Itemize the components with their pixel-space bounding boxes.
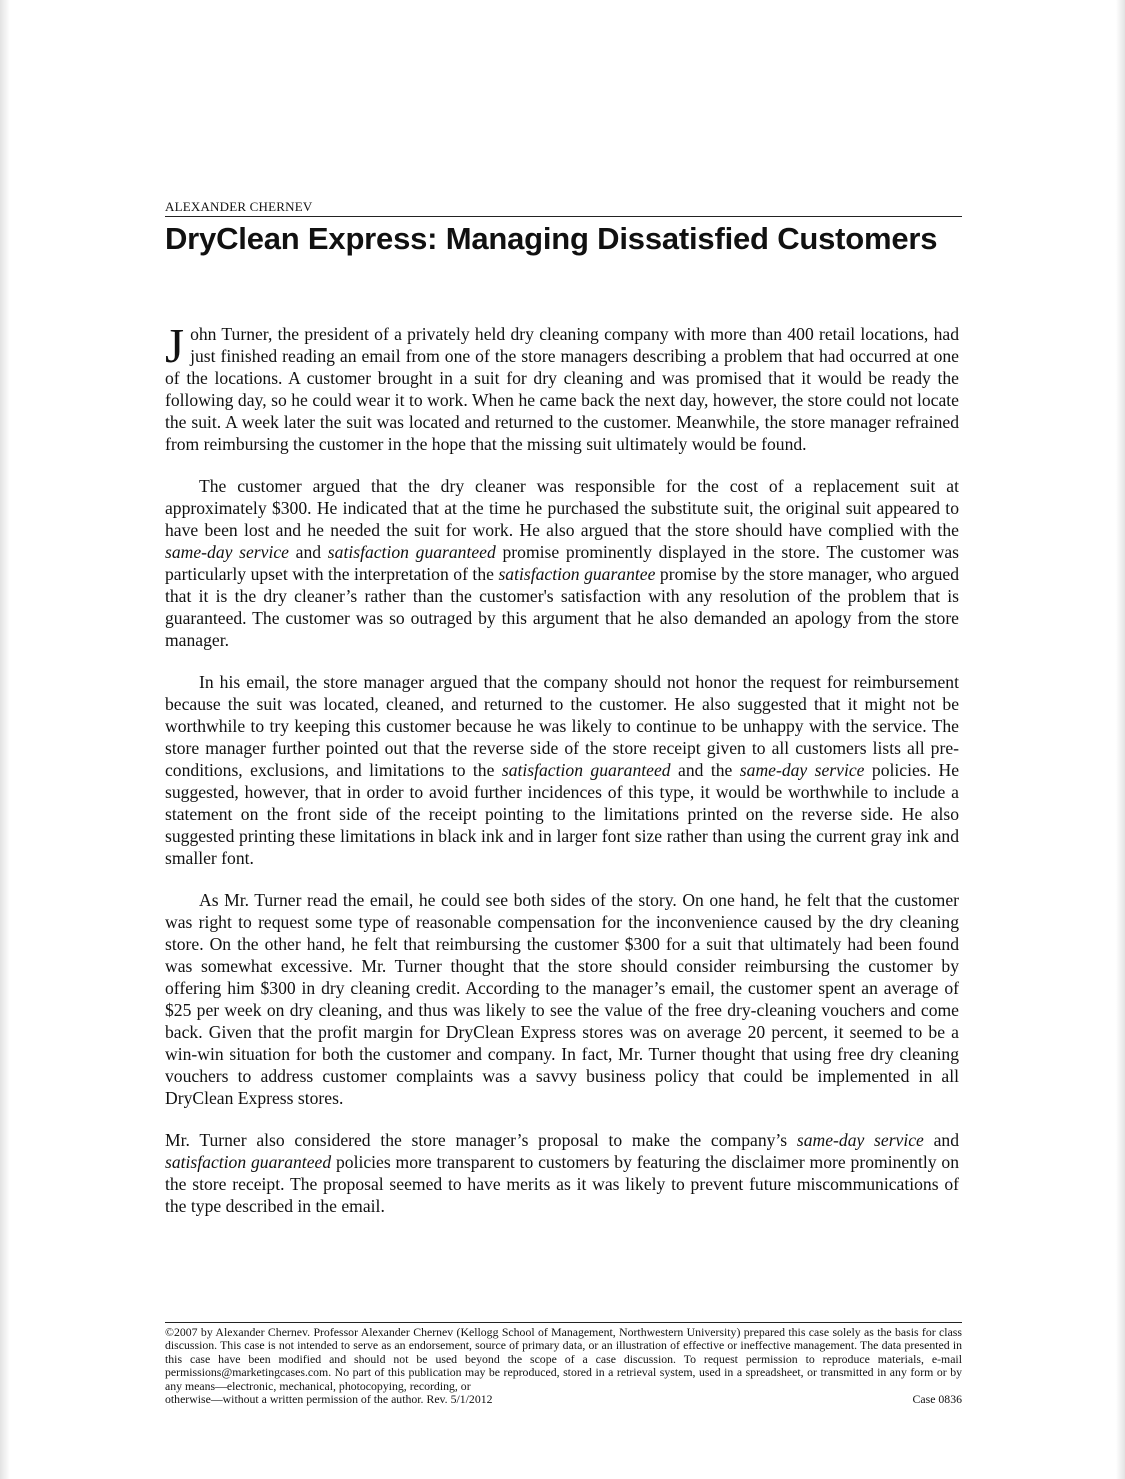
paragraph-2-text: The customer argued that the dry cleaner was responsible for the cost of a replacement suit at approximately $300. He indicated that at the time he purchased the substitute suit, the original suit appeared to have been lost and he needed the suit for work. He also argued that the store should have complied with the: [165, 476, 959, 540]
paragraph-3: [165, 671, 959, 869]
paragraph-4-text: As Mr. Turner read the email, he could see both sides of the story. On one hand, he felt that the customer was right to request some type of reasonable compensation for the inconvenience caused by the dry cleaning store. On the other hand, he felt that reimbursing the customer $300 for a suit that ultimately had been found was somewhat excessive. Mr. Turner thought that the store should consider reimbursing the customer by offering him $300 in dry cleaning credit. According to the manager’s email, the customer spent an average of $25 per week on dry cleaning, and thus was likely to see the value of the free dry-cleaning vouchers and come back. Given that the profit margin for DryClean Express stores was on average 20 percent, it seemed to be a win-win situation for both the customer and company. In fact, Mr. Turner thought that using free dry cleaning vouchers to address customer complaints was a savvy business policy that could be implemented in all DryClean Express stores.: [165, 890, 959, 1108]
revision-note: otherwise—without a written permission of the author. Rev. 5/1/2012: [165, 1392, 493, 1407]
paragraph-1: [165, 318, 959, 455]
case-number: Case 0836: [912, 1392, 962, 1407]
paragraph-5-text: policies more transparent to customers by featuring the disclaimer more prominently on the store receipt. The proposal seemed to have merits as it was likely to prevent future miscommunications of the type described in the email.: [165, 1152, 959, 1216]
footer-last-line: [165, 1393, 962, 1406]
body-text: [165, 318, 959, 1217]
italic-term: satisfaction guarantee: [498, 564, 656, 584]
italic-term: satisfaction guaranteed: [501, 760, 671, 780]
paragraph-3-text: and the: [670, 760, 740, 780]
italic-term: same-day service: [796, 1130, 924, 1150]
italic-term: satisfaction guaranteed: [327, 542, 496, 562]
italic-term: same-day service: [165, 542, 289, 562]
copyright-footer: [165, 1322, 962, 1406]
paragraph-2: [165, 475, 959, 651]
paragraph-5: [165, 1129, 959, 1217]
page-edge-right: [1116, 0, 1125, 1479]
copyright-notice: ©2007 by Alexander Chernev. Professor Alexander Chernev (Kellogg School of Management, Northwestern University) prepared this case solely as the basis for class discussion. This case is not intended to serve as an endorsement, source of primary data, or an illustration of effective or ineffective management. The data presented in this case have been modified and should not be used beyond the scope of a case discussion. To request permission to reproduce materials, e-mail permissions@marketingcases.com. No part of this publication may be reproduced, stored in a retrieval system, used in a spreadsheet, or transmitted in any form or by any means—electronic, mechanical, photocopying, recording, or: [165, 1325, 962, 1393]
italic-term: satisfaction guaranteed: [165, 1152, 332, 1172]
paragraph-5-text: Mr. Turner also considered the store manager’s proposal to make the company’s: [165, 1130, 797, 1150]
paragraph-4: [165, 889, 959, 1109]
document-title: DryClean Express: Managing Dissatisfied Customers: [165, 221, 938, 256]
page-edge-left: [0, 0, 10, 1479]
drop-cap: J: [165, 318, 185, 373]
paragraph-1-text: ohn Turner, the president of a privately held dry cleaning company with more than 400 retail locations, had just finished reading an email from one of the store managers describing a problem that had occurred at one of the locations. A customer brought in a suit for dry cleaning and was promised that it would be ready the following day, so he could wear it to work. When he came back the next day, however, the store could not locate the suit. A week later the suit was located and returned to the customer. Meanwhile, the store manager refrained from reimbursing the customer in the hope that the missing suit ultimately would be found.: [165, 324, 959, 454]
paragraph-2-text: promise prominently displayed in the store. The customer was particularly upset with the interpretation of the: [165, 542, 959, 584]
paragraph-5-text: and: [923, 1130, 959, 1150]
paragraph-2-text: promise by the store manager, who argued that it is the dry cleaner’s rather than the customer's satisfaction with any resolution of the problem that is guaranteed. The customer was so outraged by this argument that he also demanded an apology from the store manager.: [165, 564, 959, 650]
italic-term: same-day service: [739, 760, 865, 780]
paragraph-3-text: policies. He suggested, however, that in order to avoid further incidences of this type, it would be worthwhile to include a statement on the front side of the receipt pointing to the limitations printed on the reverse side. He also suggested printing these limitations in black ink and in larger font size rather than using the current gray ink and smaller font.: [165, 760, 959, 868]
paragraph-2-text: and: [288, 542, 328, 562]
author-name: ALEXANDER CHERNEV: [165, 199, 962, 217]
paragraph-3-text: In his email, the store manager argued that the company should not honor the request for reimbursement because the suit was located, cleaned, and returned to the customer. He also suggested that it might not be worthwhile to try keeping this customer because he was likely to continue to be unhappy with the service. The store manager further pointed out that the reverse side of the store receipt given to all customers lists all pre-conditions, exclusions, and limitations to the: [165, 672, 959, 780]
